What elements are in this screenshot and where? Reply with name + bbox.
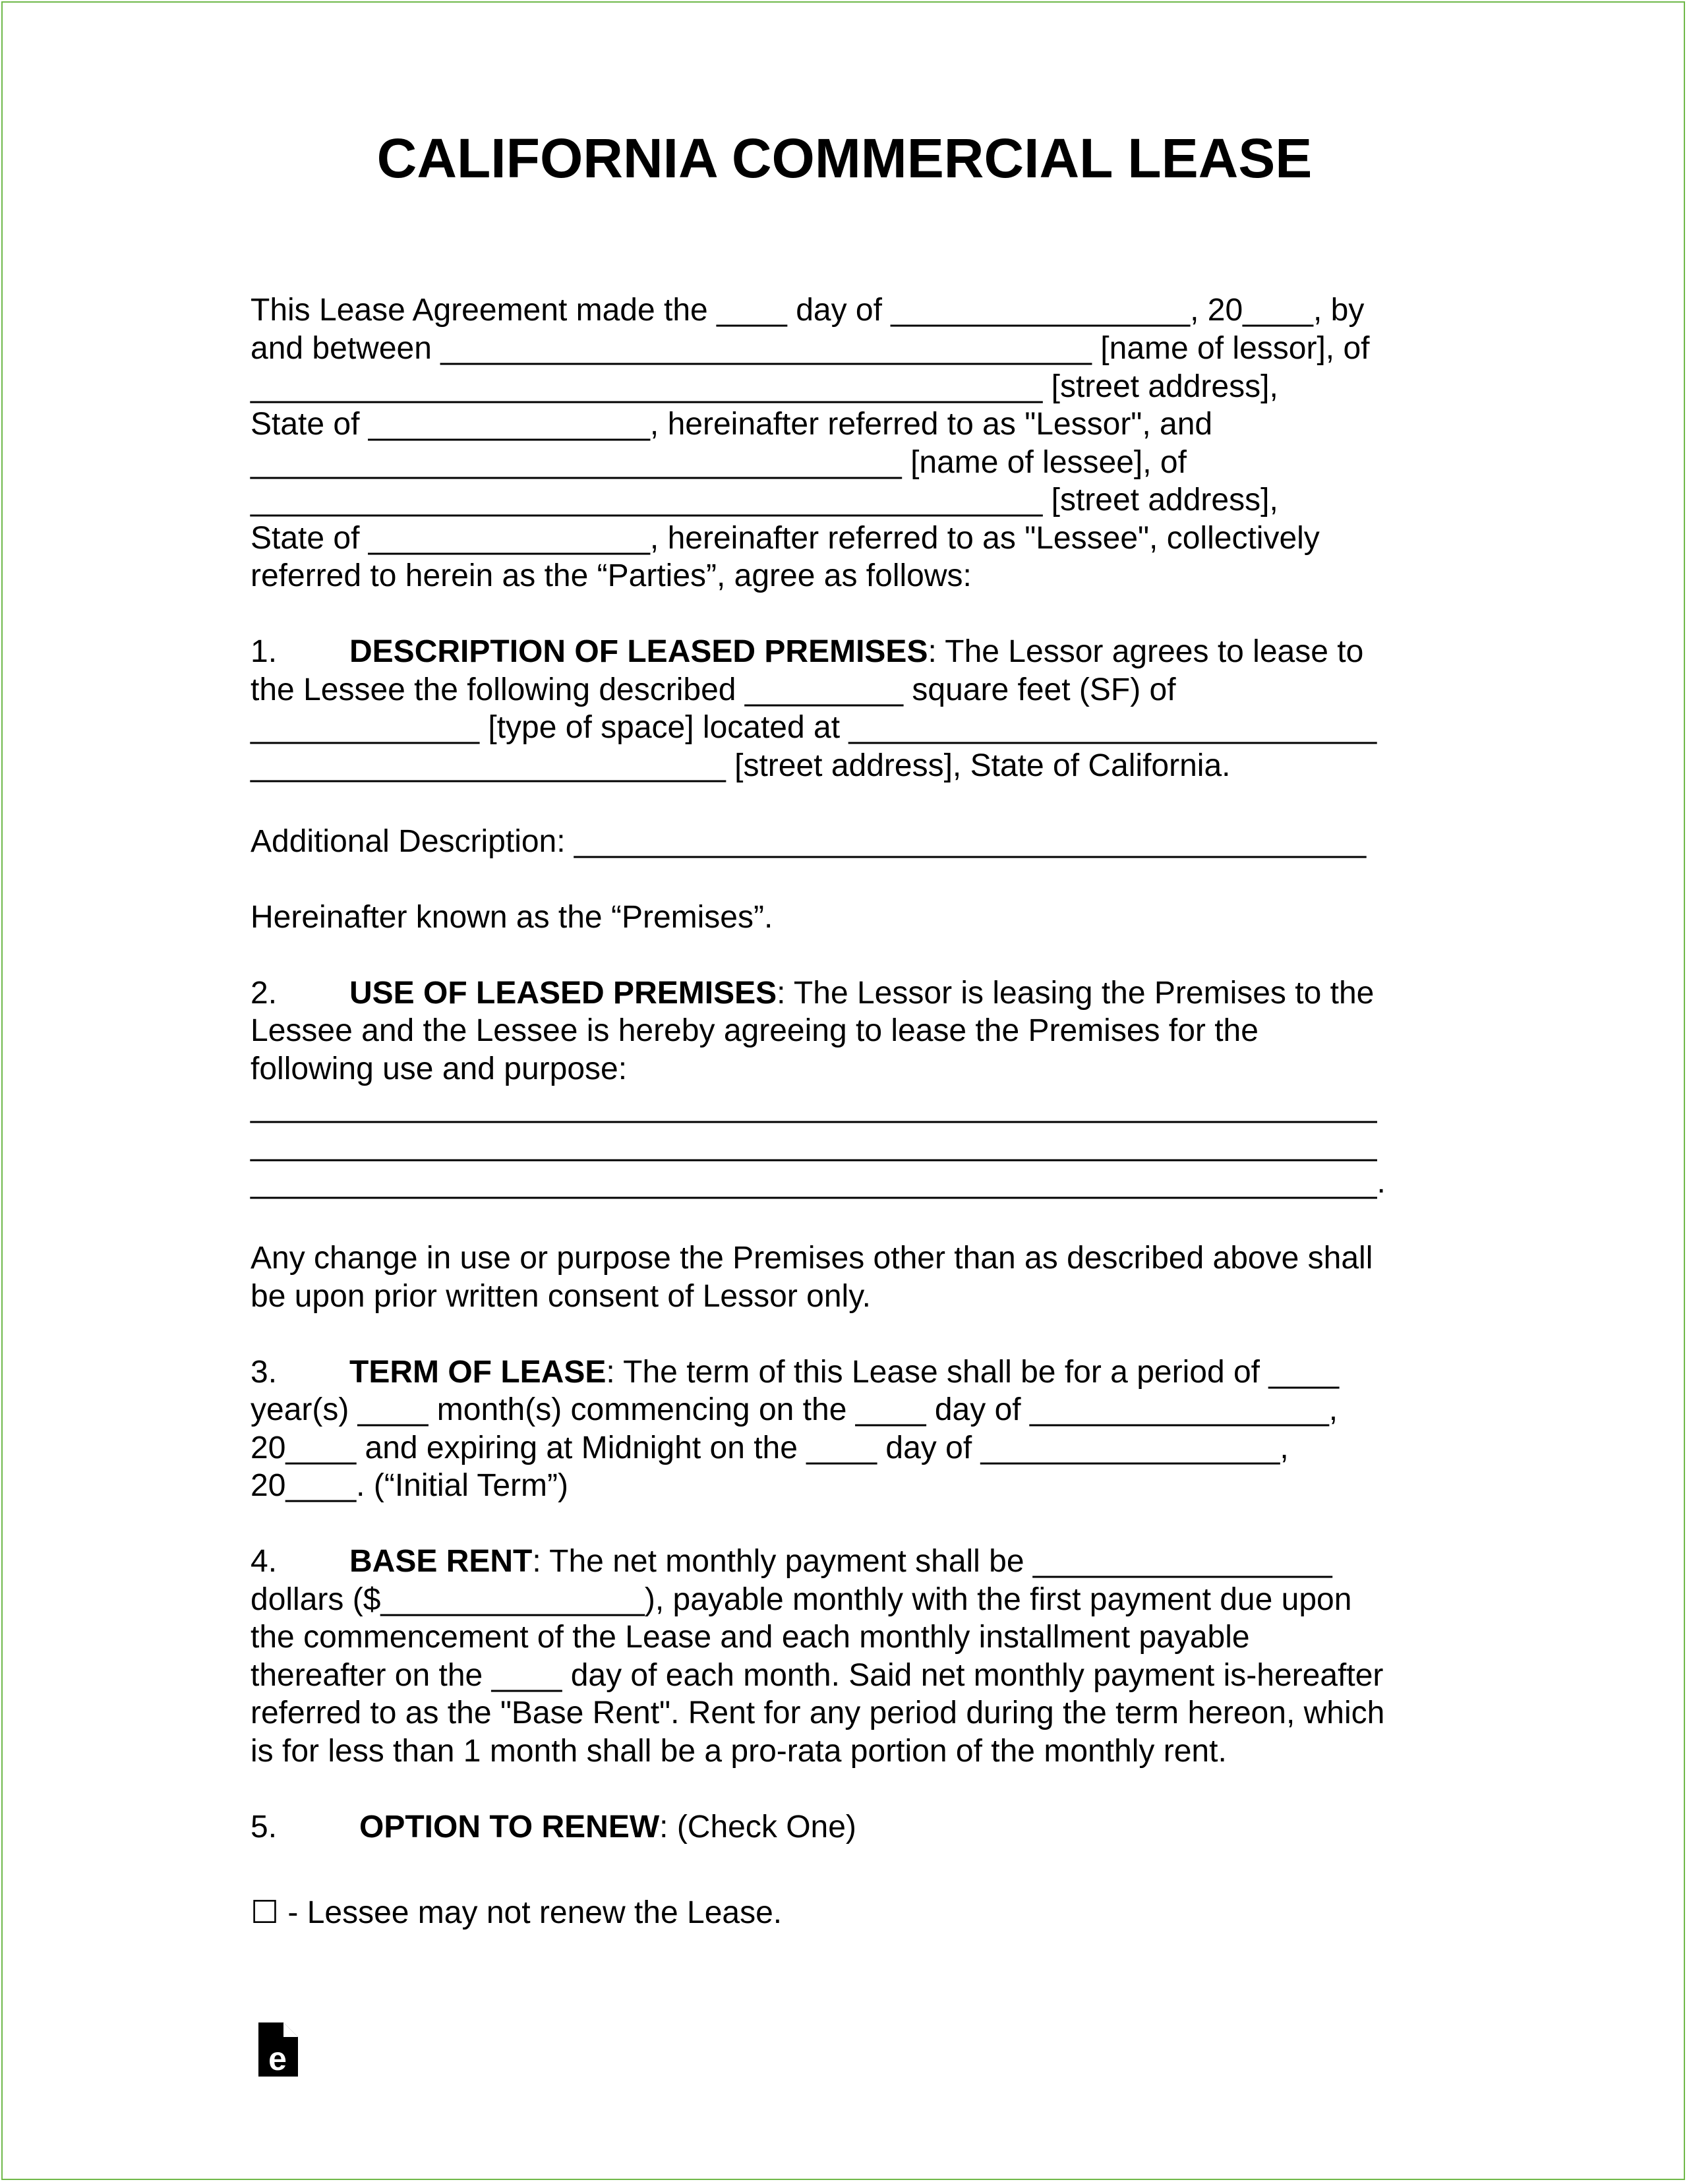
section-2-line: Any change in use or purpose the Premises other than as described above shall [251,1241,1373,1276]
efile-document-logo-icon [258,2022,298,2077]
section-4-line: thereafter on the ____ day of each month. Said net monthly payment is-hereafter [251,1658,1384,1693]
section-2-line: following use and purpose: [251,1051,628,1086]
section-number: 2. [251,976,278,1011]
section-text: : The Lessor is leasing the Premises to the [777,976,1375,1011]
preamble-line: This Lease Agreement made the ____ day of _________________, 20____, by [251,293,1365,328]
renew-option-line [251,1894,782,1932]
preamble-line: State of ________________, hereinafter referred to as "Lessor", and [251,407,1213,442]
section-number: 1. [251,634,278,669]
section-5-heading-line [251,1808,856,1846]
section-heading: TERM OF LEASE [349,1355,607,1390]
section-1-line: the Lessee the following described _________ square feet (SF) of [251,672,1176,707]
renew-option-label: - Lessee may not renew the Lease. [279,1895,783,1930]
section-text: : (Check One) [659,1810,856,1845]
section-heading: DESCRIPTION OF LEASED PREMISES [349,634,928,669]
section-3-heading-line [251,1353,1339,1392]
section-4-line: the commencement of the Lease and each monthly installment payable [251,1620,1250,1655]
preamble-line: referred to herein as the “Parties”, agree as follows: [251,558,972,593]
renew-option-checkbox[interactable]: ☐ [251,1895,280,1930]
section-heading: USE OF LEASED PREMISES [349,976,777,1011]
section-3-line: year(s) ____ month(s) commencing on the ____ day of _________________, [251,1392,1338,1427]
blank-fill-line: ________________________________________________________________ [251,1127,1377,1162]
section-text: : The net monthly payment shall be _________________ [532,1544,1332,1579]
section-text: : The term of this Lease shall be for a period of ____ [606,1355,1340,1390]
section-3-line: 20____. (“Initial Term”) [251,1468,568,1503]
section-4-line: dollars ($_______________), payable monthly with the first payment due upon [251,1582,1352,1617]
section-4-line: referred to as the "Base Rent". Rent for any period during the term hereon, which [251,1696,1385,1730]
section-1-line: ___________________________ [street address], State of California. [251,748,1231,783]
preamble-line: _____________________________________________ [street address], [251,483,1278,517]
document-title: CALIFORNIA COMMERCIAL LEASE [376,127,1313,189]
section-number: 4. [251,1544,278,1579]
section-4-heading-line [251,1543,1332,1581]
logo-letter: e [268,2040,287,2077]
premises-definition-line: Hereinafter known as the “Premises”. [251,900,773,935]
preamble-line: and between _____________________________________ [name of lessor], of [251,331,1370,366]
blank-fill-line: ________________________________________________________________ [251,1089,1377,1124]
section-1-heading-line [251,633,1363,671]
preamble-line: _____________________________________________ [street address], [251,369,1278,404]
section-4-line: is for less than 1 month shall be a pro-rata portion of the monthly rent. [251,1734,1227,1769]
additional-description-line: Additional Description: _____________________________________________ [251,824,1367,859]
blank-fill-line: ________________________________________________________________. [251,1165,1386,1200]
section-number: 5. [251,1810,278,1845]
section-3-line: 20____ and expiring at Midnight on the ____ day of _________________, [251,1431,1289,1465]
section-text: : The Lessor agrees to lease to [928,634,1364,669]
section-2-heading-line [251,974,1374,1013]
section-heading: OPTION TO RENEW [359,1810,660,1845]
preamble-line: State of ________________, hereinafter referred to as "Lessee", collectively [251,521,1320,556]
section-2-line: Lessee and the Lessee is hereby agreeing to lease the Premises for the [251,1013,1259,1048]
section-2-line: be upon prior written consent of Lessor only. [251,1279,871,1314]
section-number: 3. [251,1355,278,1390]
preamble-line: _____________________________________ [name of lessee], of [251,445,1187,480]
section-1-line: _____________ [type of space] located at ______________________________ [251,710,1377,745]
section-heading: BASE RENT [349,1544,533,1579]
